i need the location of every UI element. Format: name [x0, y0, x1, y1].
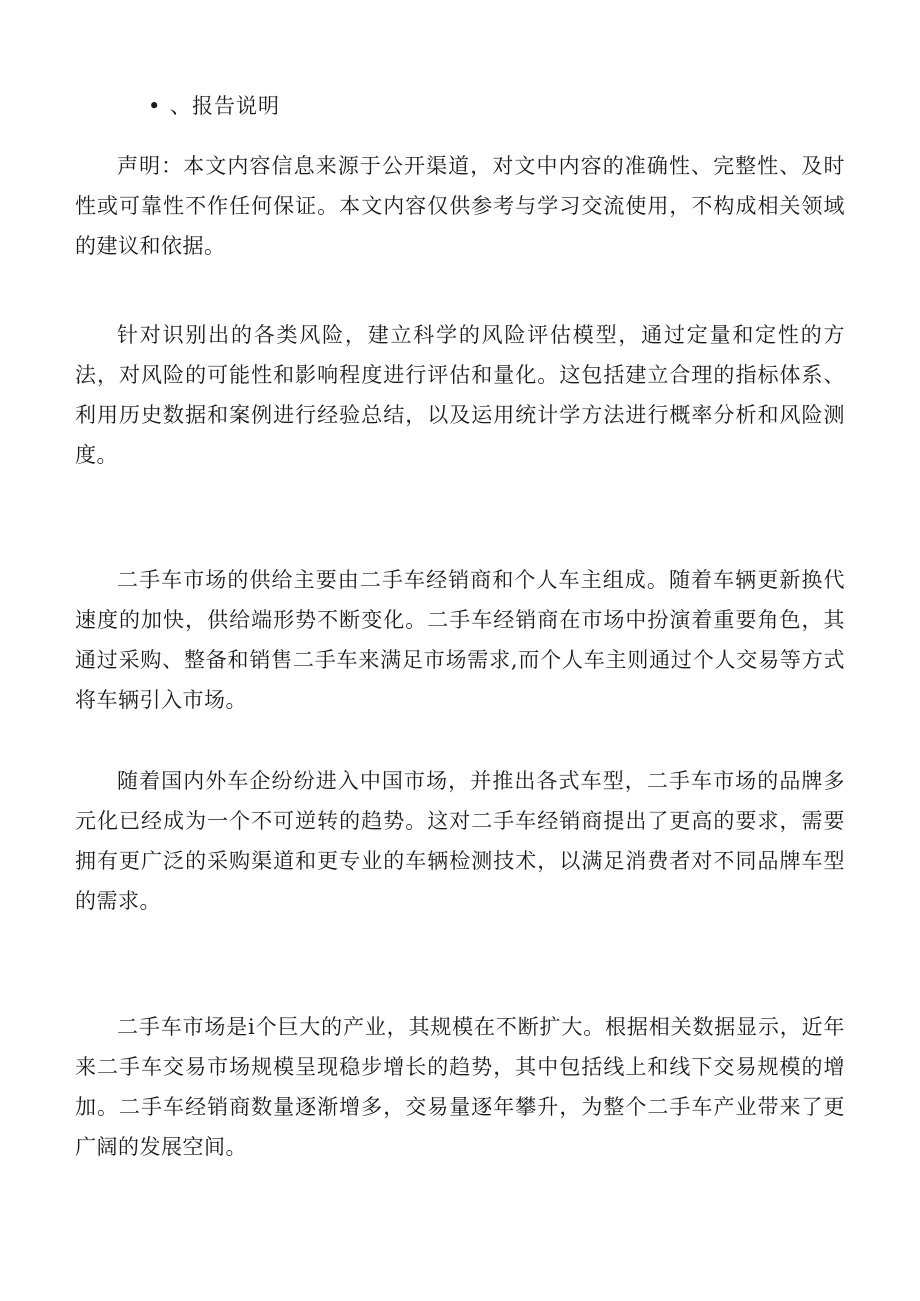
disclaimer-paragraph: 声明：本文内容信息来源于公开渠道，对文中内容的准确性、完整性、及时性或可靠性不作任何保证。本文内容仅供参考与学习交流使用，不构成相关领域的建议和依据。 [75, 154, 845, 258]
heading-bullet: • [148, 94, 162, 118]
section-heading [148, 88, 280, 124]
heading-text: 、报告说明 [170, 94, 280, 118]
brand-diversification-paragraph: 随着国内外车企纷纷进入中国市场，并推出各式车型，二手车市场的品牌多元化已经成为一个不可逆转的趋势。这对二手车经销商提出了更高的要求，需要拥有更广泛的采购渠道和更专业的车辆检测技术，以满足消费者对不同品牌车型的需求。 [75, 769, 845, 913]
risk-assessment-paragraph: 针对识别出的各类风险，建立科学的风险评估模型，通过定量和定性的方法，对风险的可能性和影响程度进行评估和量化。这包括建立合理的指标体系、利用历史数据和案例进行经验总结，以及运用统计学方法进行概率分析和风险测度。 [75, 323, 845, 467]
supply-paragraph: 二手车市场的供给主要由二手车经销商和个人车主组成。随着车辆更新换代速度的加快，供给端形势不断变化。二手车经销商在市场中扮演着重要角色，其通过采购、整备和销售二手车来满足市场需求,而个人车主则通过个人交易等方式将车辆引入市场。 [75, 568, 845, 712]
market-scale-paragraph: 二手车市场是i个巨大的产业，其规模在不断扩大。根据相关数据显示，近年来二手车交易市场规模呈现稳步增长的趋势，其中包括线上和线下交易规模的增加。二手车经销商数量逐渐增多，交易量逐年攀升，为整个二手车产业带来了更广阔的发展空间。 [75, 1015, 845, 1159]
